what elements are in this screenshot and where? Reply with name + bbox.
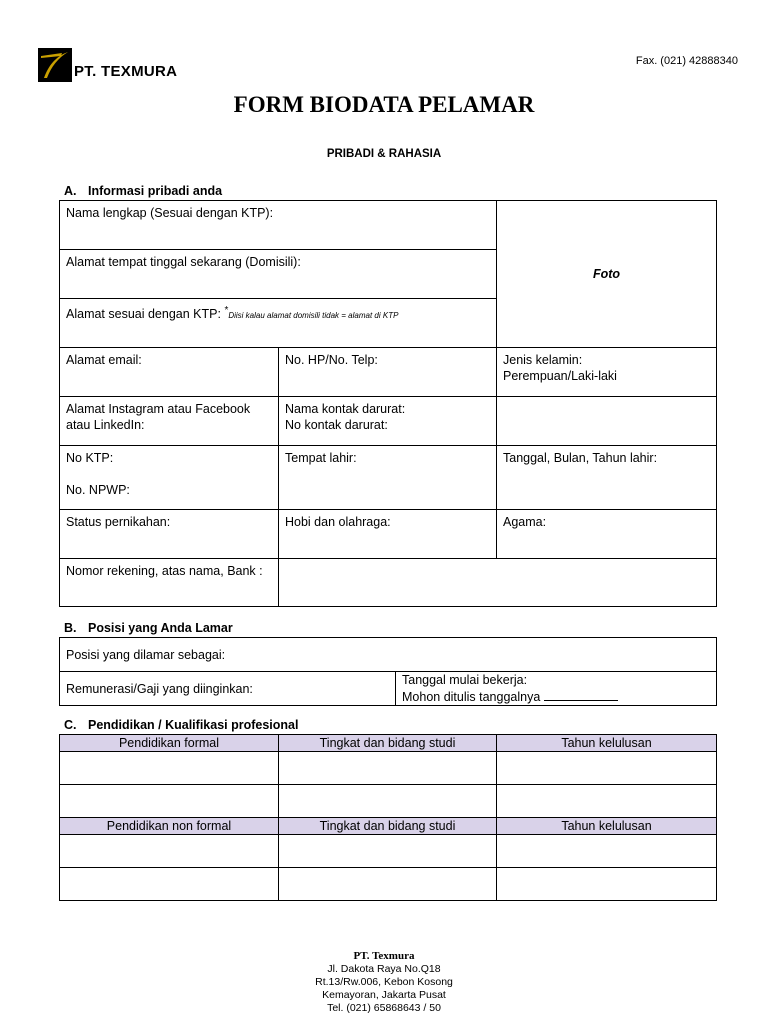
section-c-title [64, 718, 298, 732]
cell-nonformal-2-3[interactable] [497, 868, 717, 901]
section-a-letter: A. [64, 184, 77, 198]
label-tanggal-mulai: Tanggal mulai bekerja: [402, 673, 528, 687]
form-title: FORM BIODATA PELAMAR [233, 92, 535, 117]
position-table [59, 637, 717, 706]
section-c-label: Pendidikan / Kualifikasi profesional [88, 718, 299, 732]
field-tanggal-mulai[interactable] [396, 672, 717, 706]
field-agama[interactable] [497, 510, 717, 559]
label-npwp: No. NPWP: [66, 483, 130, 497]
label-ktp: No KTP: [66, 451, 114, 465]
section-a-label: Informasi pribadi anda [88, 184, 223, 198]
field-gaji[interactable] [60, 672, 396, 706]
header-tingkat-nonformal: Tingkat dan bidang studi [279, 818, 497, 835]
field-email[interactable] [60, 348, 279, 397]
note-star: * [224, 305, 229, 316]
footer-address-3: Kemayoran, Jakarta Pusat [322, 989, 446, 1001]
label-foto: Foto [592, 267, 621, 281]
texmura-logo-icon [38, 48, 72, 82]
cell-formal-2-2[interactable] [279, 785, 497, 818]
company-name: PT. TEXMURA [74, 63, 178, 80]
label-nama-lengkap: Nama lengkap (Sesuai dengan KTP): [66, 206, 274, 220]
label-tanggal-mulai-note: Mohon ditulis tanggalnya [402, 690, 541, 704]
field-posisi[interactable] [60, 638, 717, 672]
label-hp: No. HP/No. Telp: [285, 353, 378, 367]
field-nama-lengkap[interactable] [60, 201, 497, 250]
note-alamat-ktp: Diisi kalau alamat domisili tidak = alamat di KTP [228, 311, 399, 321]
label-alamat-ktp: Alamat sesuai dengan KTP: [66, 307, 221, 322]
field-alamat-ktp[interactable] [60, 299, 497, 348]
field-hobi[interactable] [279, 510, 497, 559]
field-tanggal-lahir[interactable] [497, 446, 717, 510]
header-tahun-nonformal: Tahun kelulusan [497, 818, 717, 835]
table-row [60, 868, 717, 901]
field-rekening[interactable] [60, 559, 279, 607]
date-blank-line[interactable] [544, 688, 618, 701]
footer-address-2: Rt.13/Rw.006, Kebon Kosong [315, 976, 453, 988]
label-jenis-kelamin: Jenis kelamin: [503, 353, 583, 367]
label-kontak-darurat-no: No kontak darurat: [285, 418, 388, 432]
field-jenis-kelamin[interactable] [497, 348, 717, 397]
section-a-title [64, 184, 222, 198]
label-rekening: Nomor rekening, atas nama, Bank : [66, 564, 263, 578]
cell-nonformal-2-1[interactable] [60, 868, 279, 901]
label-gaji: Remunerasi/Gaji yang diinginkan: [66, 681, 253, 696]
nonformal-header-row [60, 818, 717, 835]
label-tanggal-lahir: Tanggal, Bulan, Tahun lahir: [503, 451, 658, 465]
header-tahun-formal: Tahun kelulusan [497, 735, 717, 752]
form-subtitle: PRIBADI & RAHASIA [326, 148, 442, 160]
label-alamat-domisili: Alamat tempat tinggal sekarang (Domisili): [66, 255, 301, 269]
header-pendidikan-formal: Pendidikan formal [60, 735, 279, 752]
footer [0, 950, 768, 1015]
header-tingkat-formal: Tingkat dan bidang studi [279, 735, 497, 752]
cell-nonformal-1-2[interactable] [279, 835, 497, 868]
footer-company: PT. Texmura [353, 950, 415, 962]
cell-formal-2-3[interactable] [497, 785, 717, 818]
footer-address-1: Jl. Dakota Raya No.Q18 [327, 963, 441, 975]
section-b-title [64, 621, 233, 635]
label-agama: Agama: [503, 515, 547, 529]
field-sosmed[interactable] [60, 397, 279, 446]
option-jenis-kelamin: Perempuan/Laki-laki [503, 369, 617, 383]
cell-formal-1-1[interactable] [60, 752, 279, 785]
label-posisi: Posisi yang dilamar sebagai: [66, 647, 226, 662]
field-kontak-darurat[interactable] [279, 397, 497, 446]
education-table [59, 734, 717, 901]
field-hp[interactable] [279, 348, 497, 397]
fax-number: Fax. (021) 42888340 [635, 55, 738, 67]
field-alamat-domisili[interactable] [60, 250, 497, 299]
cell-nonformal-1-1[interactable] [60, 835, 279, 868]
table-row [60, 752, 717, 785]
field-status[interactable] [60, 510, 279, 559]
label-tempat-lahir: Tempat lahir: [285, 451, 357, 465]
label-email: Alamat email: [66, 353, 142, 367]
label-status: Status pernikahan: [66, 515, 171, 529]
cell-nonformal-1-3[interactable] [497, 835, 717, 868]
field-kontak-darurat-value[interactable] [497, 397, 717, 446]
table-row [60, 785, 717, 818]
label-hobi: Hobi dan olahraga: [285, 515, 391, 529]
formal-header-row [60, 735, 717, 752]
field-tempat-lahir[interactable] [279, 446, 497, 510]
field-rekening-value[interactable] [279, 559, 717, 607]
cell-nonformal-2-2[interactable] [279, 868, 497, 901]
cell-formal-1-3[interactable] [497, 752, 717, 785]
header-pendidikan-nonformal: Pendidikan non formal [60, 818, 279, 835]
photo-box[interactable] [497, 201, 717, 348]
personal-info-table [59, 200, 717, 607]
table-row [60, 835, 717, 868]
field-ktp-npwp[interactable] [60, 446, 279, 510]
section-b-letter: B. [64, 621, 77, 635]
company-logo [38, 48, 198, 84]
label-sosmed-1: Alamat Instagram atau Facebook [66, 402, 251, 416]
label-sosmed-2: atau LinkedIn: [66, 418, 145, 432]
cell-formal-1-2[interactable] [279, 752, 497, 785]
label-kontak-darurat-nama: Nama kontak darurat: [285, 402, 406, 416]
section-c-letter: C. [64, 718, 77, 732]
section-b-label: Posisi yang Anda Lamar [88, 621, 233, 635]
cell-formal-2-1[interactable] [60, 785, 279, 818]
footer-phone: Tel. (021) 65868643 / 50 [327, 1002, 441, 1014]
